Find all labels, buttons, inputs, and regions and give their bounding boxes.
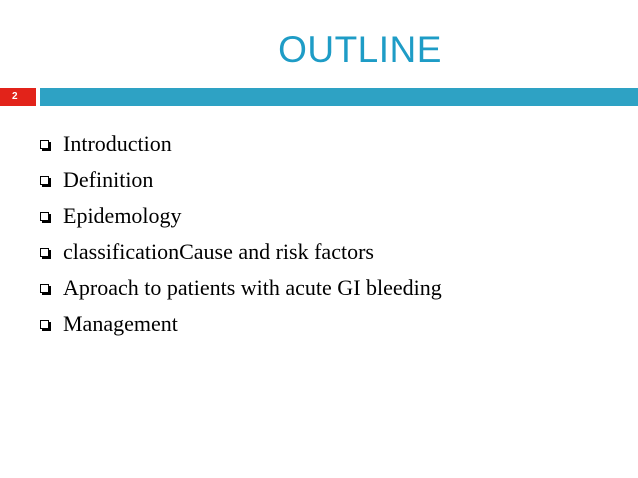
list-item [40,234,442,270]
page-number-badge [0,88,36,106]
list-item-text: Definition [63,167,154,192]
list-item-text: Epidemology [63,203,182,228]
list-item [40,306,442,342]
square-bullet-icon [40,212,49,221]
list-item [40,198,442,234]
square-bullet-icon [40,176,49,185]
slide-title: OUTLINE [278,29,442,70]
title-underline-bar [40,88,638,106]
list-item-text: Management [63,311,178,336]
list-item [40,162,442,198]
page-number: 2 [12,91,18,102]
list-item [40,270,442,306]
outline-list [40,126,442,342]
list-item [40,126,442,162]
list-item-text: Introduction [63,131,172,156]
square-bullet-icon [40,140,49,149]
square-bullet-icon [40,320,49,329]
square-bullet-icon [40,284,49,293]
list-item-text: Aproach to patients with acute GI bleeding [63,275,442,300]
square-bullet-icon [40,248,49,257]
list-item-text: classificationCause and risk factors [63,239,374,264]
